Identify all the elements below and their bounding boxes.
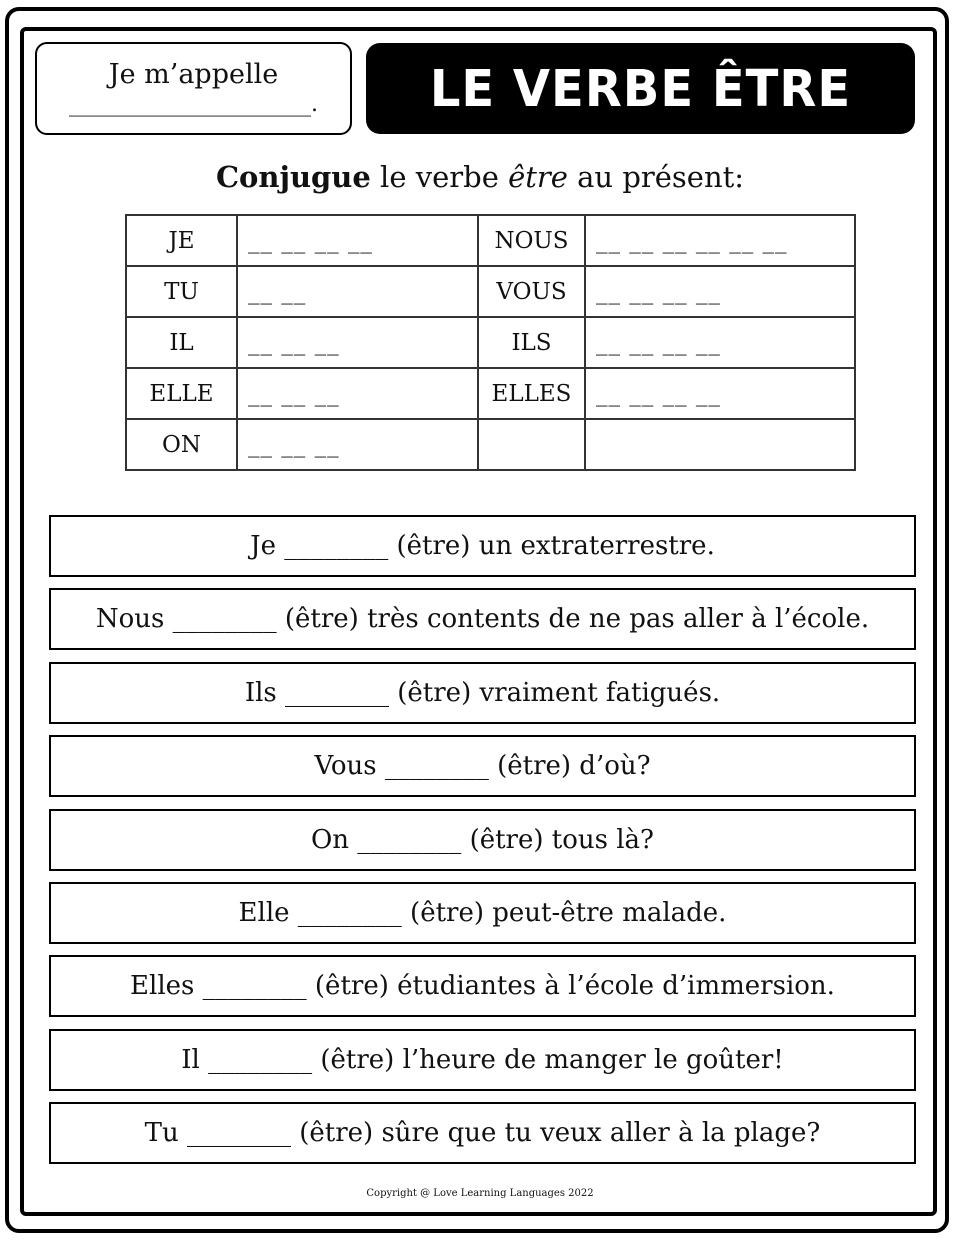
answer-blank[interactable]: __ __ __ <box>237 368 478 419</box>
answer-blank[interactable]: __ __ __ __ <box>585 266 855 317</box>
name-blank[interactable]: ______________________. <box>69 92 318 117</box>
instruction-text-1: le verbe <box>370 160 509 194</box>
pronoun-cell: TU <box>126 266 237 317</box>
pronoun-cell: ELLE <box>126 368 237 419</box>
table-row <box>126 215 855 266</box>
sentence-box[interactable]: Il ________ (être) l’heure de manger le goûter! <box>49 1029 916 1091</box>
instruction-bold: Conjugue <box>215 160 371 194</box>
pronoun-cell: ILS <box>478 317 585 368</box>
answer-blank[interactable]: __ __ __ <box>237 419 478 470</box>
page-title: LE VERBE ÊTRE <box>429 59 852 118</box>
answer-blank[interactable]: __ __ <box>237 266 478 317</box>
table-row <box>126 317 855 368</box>
sentence-box[interactable]: Nous ________ (être) très contents de ne pas aller à l’école. <box>49 588 916 650</box>
copyright: Copyright @ Love Learning Languages 2022 <box>366 1188 594 1199</box>
answer-blank[interactable]: __ __ __ __ <box>585 368 855 419</box>
sentence-box[interactable]: Tu ________ (être) sûre que tu veux aller à la plage? <box>49 1102 916 1164</box>
pronoun-cell: VOUS <box>478 266 585 317</box>
sentence-box[interactable]: Je ________ (être) un extraterrestre. <box>49 515 916 577</box>
instruction-text-2: au présent: <box>567 160 745 194</box>
pronoun-cell: IL <box>126 317 237 368</box>
table-row <box>126 419 855 470</box>
title-banner <box>366 43 915 134</box>
instruction-italic: être <box>508 160 568 194</box>
table-row <box>126 266 855 317</box>
sentence-box[interactable]: On ________ (être) tous là? <box>49 809 916 871</box>
sentence-list <box>49 515 916 1176</box>
pronoun-cell: NOUS <box>478 215 585 266</box>
sentence-box[interactable]: Elle ________ (être) peut-être malade. <box>49 882 916 944</box>
pronoun-cell: JE <box>126 215 237 266</box>
pronoun-cell: ELLES <box>478 368 585 419</box>
answer-blank[interactable]: __ __ __ __ <box>237 215 478 266</box>
name-box <box>35 42 352 135</box>
sentence-box[interactable]: Vous ________ (être) d’où? <box>49 735 916 797</box>
instruction <box>0 160 960 194</box>
pronoun-cell <box>478 419 585 470</box>
sentence-box[interactable]: Elles ________ (être) étudiantes à l’école d’immersion. <box>49 955 916 1017</box>
answer-blank[interactable]: __ __ __ __ <box>585 317 855 368</box>
answer-blank[interactable]: __ __ __ <box>237 317 478 368</box>
answer-blank[interactable]: __ __ __ __ __ __ <box>585 215 855 266</box>
conjugation-table <box>125 214 856 471</box>
name-label: Je m’appelle <box>108 59 279 90</box>
answer-blank[interactable] <box>585 419 855 470</box>
pronoun-cell: ON <box>126 419 237 470</box>
table-row <box>126 368 855 419</box>
sentence-box[interactable]: Ils ________ (être) vraiment fatigués. <box>49 662 916 724</box>
